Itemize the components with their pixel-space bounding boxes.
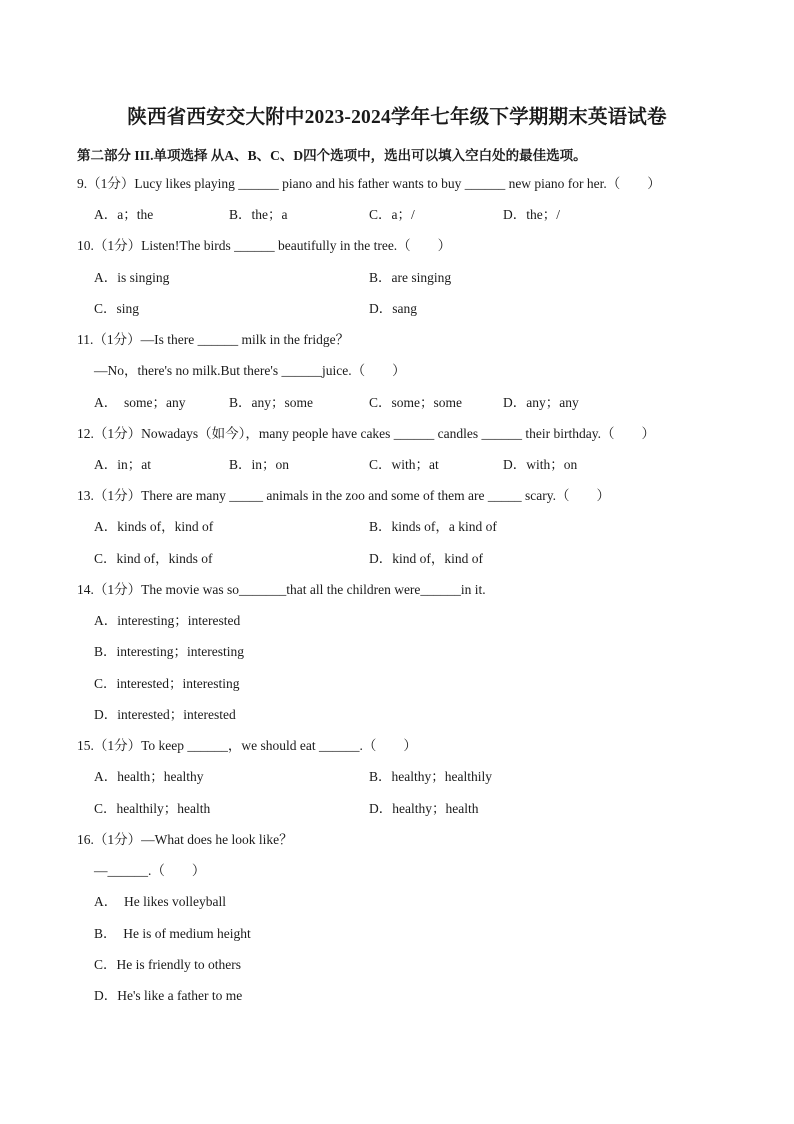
question-stem: 10.（1分）Listen!The birds ______ beautifully in the tree.（ ） <box>77 238 452 253</box>
option-c: C．with；at <box>369 457 439 472</box>
option-a: A．a；the <box>94 207 154 222</box>
option-c: C．healthily；health <box>94 801 211 816</box>
option-c: C．a；/ <box>369 207 415 222</box>
section-heading: 第二部分 III.单项选择 从A、B、C、D四个选项中，选出可以填入空白处的最佳选项。 <box>77 148 587 163</box>
option-b: B．kinds of，a kind of <box>369 519 497 534</box>
question-stem: 16.（1分）—What does he look like？ <box>77 832 293 847</box>
question-stem: 9.（1分）Lucy likes playing ______ piano and his father wants to buy ______ new piano for her.（ ） <box>77 176 661 191</box>
option-d: D．sang <box>369 301 417 316</box>
option-d: D．with；on <box>503 457 578 472</box>
option-b: B． He is of medium height <box>94 926 251 941</box>
question-stem: 15.（1分）To keep ______，we should eat ______.（ ） <box>77 738 417 753</box>
option-a: A．is singing <box>94 270 170 285</box>
option-c: C．He is friendly to others <box>94 957 241 972</box>
question-stem: 12.（1分）Nowadays（如今），many people have cakes ______ candles ______ their birthday.（ ） <box>77 426 656 441</box>
option-d: D．kind of，kind of <box>369 551 483 566</box>
option-c: C．interested；interesting <box>94 676 240 691</box>
option-b: B．the；a <box>229 207 288 222</box>
option-c: C．sing <box>94 301 140 316</box>
option-d: D．any；any <box>503 395 579 410</box>
option-b: B．are singing <box>369 270 452 285</box>
option-d: D．interested；interested <box>94 707 236 722</box>
question-stem: 11.（1分）—Is there ______ milk in the fridge？ <box>77 332 350 347</box>
option-d: D．healthy；health <box>369 801 479 816</box>
option-b: B．any；some <box>229 395 313 410</box>
question-stem: 13.（1分）There are many _____ animals in the zoo and some of them are _____ scary.（ ） <box>77 488 610 503</box>
option-c: C．kind of，kinds of <box>94 551 213 566</box>
question-stem: 14.（1分）The movie was so_______that all the children were______in it. <box>77 582 486 597</box>
option-b: B．interesting；interesting <box>94 644 244 659</box>
option-b: B．healthy；healthily <box>369 769 492 784</box>
option-d: D．the；/ <box>503 207 560 222</box>
option-c: C．some；some <box>369 395 462 410</box>
option-a: A．health；healthy <box>94 769 204 784</box>
option-a: A． some；any <box>94 395 186 410</box>
option-b: B．in；on <box>229 457 290 472</box>
option-a: A．interesting；interested <box>94 613 241 628</box>
option-a: A． He likes volleyball <box>94 894 226 909</box>
page-title: 陕西省西安交大附中2023-2024学年七年级下学期期末英语试卷 <box>127 107 667 128</box>
option-a: A．kinds of，kind of <box>94 519 214 534</box>
question-stem-continued: —______.（ ） <box>94 863 206 878</box>
option-d: D．He's like a father to me <box>94 988 243 1003</box>
option-a: A．in；at <box>94 457 151 472</box>
question-stem-continued: —No，there's no milk.But there's ______juice.（ ） <box>94 363 406 378</box>
